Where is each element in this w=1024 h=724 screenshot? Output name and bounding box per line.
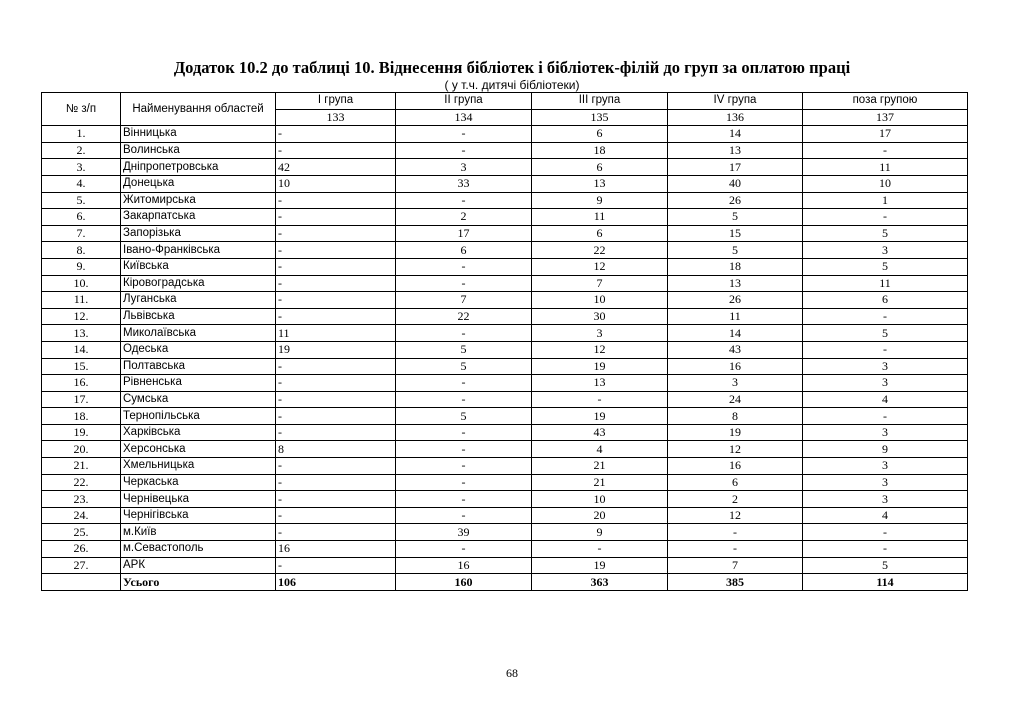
table-row <box>42 341 968 358</box>
cell-group-4: - <box>668 524 803 541</box>
table-row <box>42 557 968 574</box>
cell-group-2: - <box>396 126 532 143</box>
header-out-of-group: поза групою <box>803 93 968 110</box>
code-out-of-group: 137 <box>803 109 968 126</box>
region-name: Чернігівська <box>121 507 276 524</box>
region-name: Черкаська <box>121 474 276 491</box>
region-name: Львівська <box>121 308 276 325</box>
row-number: 9. <box>42 258 121 275</box>
row-number: 3. <box>42 159 121 176</box>
cell-group-1: - <box>276 375 396 392</box>
row-number: 6. <box>42 209 121 226</box>
table-row <box>42 175 968 192</box>
row-number: 25. <box>42 524 121 541</box>
cell-group-1: - <box>276 258 396 275</box>
cell-group-1: 42 <box>276 159 396 176</box>
cell-group-4: 5 <box>668 209 803 226</box>
table-row <box>42 541 968 558</box>
table-row <box>42 375 968 392</box>
cell-group-2: 3 <box>396 159 532 176</box>
header-region-name: Найменування областей <box>121 93 276 126</box>
code-group-1: 133 <box>276 109 396 126</box>
cell-group-3: 18 <box>532 142 668 159</box>
cell-group-2: - <box>396 458 532 475</box>
table-row <box>42 358 968 375</box>
cell-group-3: 43 <box>532 424 668 441</box>
cell-group-2: - <box>396 192 532 209</box>
cell-group-3: - <box>532 541 668 558</box>
cell-out-of-group: 4 <box>803 507 968 524</box>
cell-group-2: 17 <box>396 225 532 242</box>
table-row <box>42 142 968 159</box>
cell-group-2: - <box>396 541 532 558</box>
row-number: 22. <box>42 474 121 491</box>
cell-group-4: 18 <box>668 258 803 275</box>
region-name: Волинська <box>121 142 276 159</box>
row-number: 4. <box>42 175 121 192</box>
cell-group-2: 33 <box>396 175 532 192</box>
table-row <box>42 408 968 425</box>
cell-group-4: 14 <box>668 126 803 143</box>
row-number: 23. <box>42 491 121 508</box>
total-label: Усього <box>121 574 276 591</box>
cell-group-4: 40 <box>668 175 803 192</box>
table-row <box>42 209 968 226</box>
table-row <box>42 292 968 309</box>
region-name: Миколаївська <box>121 325 276 342</box>
cell-out-of-group: 17 <box>803 126 968 143</box>
cell-out-of-group: 4 <box>803 391 968 408</box>
total-group-2: 160 <box>396 574 532 591</box>
region-name: Луганська <box>121 292 276 309</box>
row-number: 19. <box>42 424 121 441</box>
cell-group-3: 6 <box>532 225 668 242</box>
cell-group-2: - <box>396 424 532 441</box>
cell-group-1: - <box>276 524 396 541</box>
cell-group-3: 4 <box>532 441 668 458</box>
cell-out-of-group: 3 <box>803 242 968 259</box>
cell-group-3: 21 <box>532 474 668 491</box>
cell-group-4: 2 <box>668 491 803 508</box>
cell-out-of-group: 3 <box>803 491 968 508</box>
code-group-3: 135 <box>532 109 668 126</box>
cell-group-2: 5 <box>396 358 532 375</box>
cell-group-2: - <box>396 258 532 275</box>
table-body <box>42 126 968 574</box>
table-row <box>42 391 968 408</box>
cell-group-1: - <box>276 458 396 475</box>
cell-group-1: 19 <box>276 341 396 358</box>
row-number: 20. <box>42 441 121 458</box>
cell-group-3: 19 <box>532 557 668 574</box>
cell-group-4: 43 <box>668 341 803 358</box>
cell-group-4: 26 <box>668 292 803 309</box>
cell-group-4: 15 <box>668 225 803 242</box>
region-name: Київська <box>121 258 276 275</box>
cell-out-of-group: 9 <box>803 441 968 458</box>
table-row <box>42 458 968 475</box>
cell-group-4: 7 <box>668 557 803 574</box>
region-name: Одеська <box>121 341 276 358</box>
libraries-groups-table <box>41 92 968 591</box>
code-group-4: 136 <box>668 109 803 126</box>
cell-group-2: - <box>396 325 532 342</box>
table-row <box>42 242 968 259</box>
header-group-4: IV група <box>668 93 803 110</box>
cell-group-4: 16 <box>668 458 803 475</box>
region-name: АРК <box>121 557 276 574</box>
header-group-2: ІІ група <box>396 93 532 110</box>
cell-group-1: - <box>276 225 396 242</box>
region-name: Чернівецька <box>121 491 276 508</box>
cell-group-3: 22 <box>532 242 668 259</box>
row-number: 1. <box>42 126 121 143</box>
table-row <box>42 258 968 275</box>
cell-group-2: - <box>396 474 532 491</box>
document-subtitle: ( у т.ч. дитячі бібліотеки) <box>444 78 580 92</box>
region-name: Житомирська <box>121 192 276 209</box>
region-name: Івано-Франківська <box>121 242 276 259</box>
cell-out-of-group: 11 <box>803 159 968 176</box>
row-number: 18. <box>42 408 121 425</box>
cell-out-of-group: - <box>803 408 968 425</box>
document-title: Додаток 10.2 до таблиці 10. Віднесення бібліотек і бібліотек-філій до груп за оплатою праці <box>173 58 851 77</box>
cell-group-3: 9 <box>532 524 668 541</box>
header-num: № з/п <box>42 93 121 126</box>
table-row <box>42 424 968 441</box>
cell-out-of-group: 3 <box>803 358 968 375</box>
region-name: м.Севастополь <box>121 541 276 558</box>
region-name: Запорізька <box>121 225 276 242</box>
cell-group-2: 16 <box>396 557 532 574</box>
cell-group-3: 6 <box>532 159 668 176</box>
cell-out-of-group: - <box>803 209 968 226</box>
cell-group-2: - <box>396 507 532 524</box>
cell-group-4: 17 <box>668 159 803 176</box>
cell-out-of-group: - <box>803 524 968 541</box>
region-name: Кіровоградська <box>121 275 276 292</box>
row-number: 11. <box>42 292 121 309</box>
cell-group-3: 19 <box>532 408 668 425</box>
cell-group-3: - <box>532 391 668 408</box>
cell-group-1: - <box>276 474 396 491</box>
cell-group-3: 12 <box>532 341 668 358</box>
cell-group-4: - <box>668 541 803 558</box>
cell-group-2: 5 <box>396 408 532 425</box>
region-name: м.Київ <box>121 524 276 541</box>
cell-group-1: 11 <box>276 325 396 342</box>
total-num-cell <box>42 574 121 591</box>
cell-out-of-group: - <box>803 308 968 325</box>
region-name: Хмельницька <box>121 458 276 475</box>
region-name: Харківська <box>121 424 276 441</box>
cell-group-2: 39 <box>396 524 532 541</box>
cell-group-1: - <box>276 491 396 508</box>
region-name: Тернопільська <box>121 408 276 425</box>
total-row <box>42 574 968 591</box>
cell-group-1: - <box>276 126 396 143</box>
cell-group-2: - <box>396 375 532 392</box>
row-number: 24. <box>42 507 121 524</box>
cell-group-4: 13 <box>668 275 803 292</box>
cell-out-of-group: - <box>803 341 968 358</box>
cell-group-3: 6 <box>532 126 668 143</box>
region-name: Донецька <box>121 175 276 192</box>
cell-group-4: 16 <box>668 358 803 375</box>
row-number: 26. <box>42 541 121 558</box>
table-row <box>42 192 968 209</box>
cell-out-of-group: 1 <box>803 192 968 209</box>
cell-group-1: - <box>276 557 396 574</box>
cell-group-4: 12 <box>668 507 803 524</box>
table-row <box>42 225 968 242</box>
page-number: 68 <box>506 666 518 680</box>
row-number: 12. <box>42 308 121 325</box>
cell-group-4: 8 <box>668 408 803 425</box>
cell-group-1: - <box>276 391 396 408</box>
total-group-4: 385 <box>668 574 803 591</box>
cell-out-of-group: 11 <box>803 275 968 292</box>
cell-group-1: - <box>276 507 396 524</box>
table-row <box>42 474 968 491</box>
cell-out-of-group: 3 <box>803 458 968 475</box>
cell-group-4: 11 <box>668 308 803 325</box>
cell-group-3: 3 <box>532 325 668 342</box>
cell-group-2: 5 <box>396 341 532 358</box>
cell-group-4: 6 <box>668 474 803 491</box>
row-number: 17. <box>42 391 121 408</box>
region-name: Рівненська <box>121 375 276 392</box>
cell-group-2: - <box>396 275 532 292</box>
header-group-1: І група <box>276 93 396 110</box>
total-out-of-group: 114 <box>803 574 968 591</box>
cell-group-1: - <box>276 242 396 259</box>
cell-group-1: - <box>276 408 396 425</box>
cell-group-1: - <box>276 142 396 159</box>
cell-group-3: 19 <box>532 358 668 375</box>
cell-out-of-group: - <box>803 541 968 558</box>
row-number: 21. <box>42 458 121 475</box>
cell-group-4: 14 <box>668 325 803 342</box>
cell-group-1: 16 <box>276 541 396 558</box>
code-group-2: 134 <box>396 109 532 126</box>
cell-group-1: 8 <box>276 441 396 458</box>
cell-group-2: - <box>396 391 532 408</box>
cell-group-3: 21 <box>532 458 668 475</box>
cell-group-1: - <box>276 192 396 209</box>
cell-out-of-group: - <box>803 142 968 159</box>
cell-group-1: - <box>276 209 396 226</box>
cell-group-2: 2 <box>396 209 532 226</box>
cell-group-2: 6 <box>396 242 532 259</box>
cell-group-1: - <box>276 308 396 325</box>
table-row <box>42 159 968 176</box>
row-number: 15. <box>42 358 121 375</box>
header-row <box>42 93 968 110</box>
cell-group-4: 12 <box>668 441 803 458</box>
cell-out-of-group: 5 <box>803 325 968 342</box>
row-number: 10. <box>42 275 121 292</box>
region-name: Дніпропетровська <box>121 159 276 176</box>
cell-group-2: 7 <box>396 292 532 309</box>
cell-group-3: 7 <box>532 275 668 292</box>
cell-group-1: - <box>276 292 396 309</box>
cell-out-of-group: 5 <box>803 258 968 275</box>
cell-group-1: - <box>276 424 396 441</box>
cell-group-4: 26 <box>668 192 803 209</box>
cell-group-4: 5 <box>668 242 803 259</box>
cell-group-3: 10 <box>532 292 668 309</box>
cell-group-2: - <box>396 142 532 159</box>
region-name: Сумська <box>121 391 276 408</box>
table-row <box>42 126 968 143</box>
table-row <box>42 441 968 458</box>
table-row <box>42 507 968 524</box>
row-number: 14. <box>42 341 121 358</box>
cell-group-4: 13 <box>668 142 803 159</box>
total-group-3: 363 <box>532 574 668 591</box>
cell-group-3: 11 <box>532 209 668 226</box>
cell-out-of-group: 3 <box>803 474 968 491</box>
cell-group-4: 19 <box>668 424 803 441</box>
cell-out-of-group: 3 <box>803 375 968 392</box>
table-row <box>42 275 968 292</box>
table-row <box>42 524 968 541</box>
table-row <box>42 491 968 508</box>
table-row <box>42 308 968 325</box>
cell-out-of-group: 5 <box>803 225 968 242</box>
cell-group-1: - <box>276 275 396 292</box>
cell-group-4: 24 <box>668 391 803 408</box>
cell-out-of-group: 6 <box>803 292 968 309</box>
region-name: Херсонська <box>121 441 276 458</box>
cell-group-3: 13 <box>532 175 668 192</box>
cell-out-of-group: 10 <box>803 175 968 192</box>
cell-group-2: 22 <box>396 308 532 325</box>
cell-group-2: - <box>396 491 532 508</box>
cell-group-3: 9 <box>532 192 668 209</box>
row-number: 7. <box>42 225 121 242</box>
region-name: Закарпатська <box>121 209 276 226</box>
cell-group-1: - <box>276 358 396 375</box>
cell-out-of-group: 5 <box>803 557 968 574</box>
region-name: Вінницька <box>121 126 276 143</box>
row-number: 8. <box>42 242 121 259</box>
table-row <box>42 325 968 342</box>
row-number: 16. <box>42 375 121 392</box>
row-number: 2. <box>42 142 121 159</box>
cell-group-3: 30 <box>532 308 668 325</box>
row-number: 27. <box>42 557 121 574</box>
cell-out-of-group: 3 <box>803 424 968 441</box>
cell-group-4: 3 <box>668 375 803 392</box>
cell-group-3: 12 <box>532 258 668 275</box>
row-number: 5. <box>42 192 121 209</box>
cell-group-3: 20 <box>532 507 668 524</box>
total-group-1: 106 <box>276 574 396 591</box>
cell-group-1: 10 <box>276 175 396 192</box>
cell-group-3: 10 <box>532 491 668 508</box>
region-name: Полтавська <box>121 358 276 375</box>
cell-group-2: - <box>396 441 532 458</box>
row-number: 13. <box>42 325 121 342</box>
header-group-3: ІІІ група <box>532 93 668 110</box>
cell-group-3: 13 <box>532 375 668 392</box>
